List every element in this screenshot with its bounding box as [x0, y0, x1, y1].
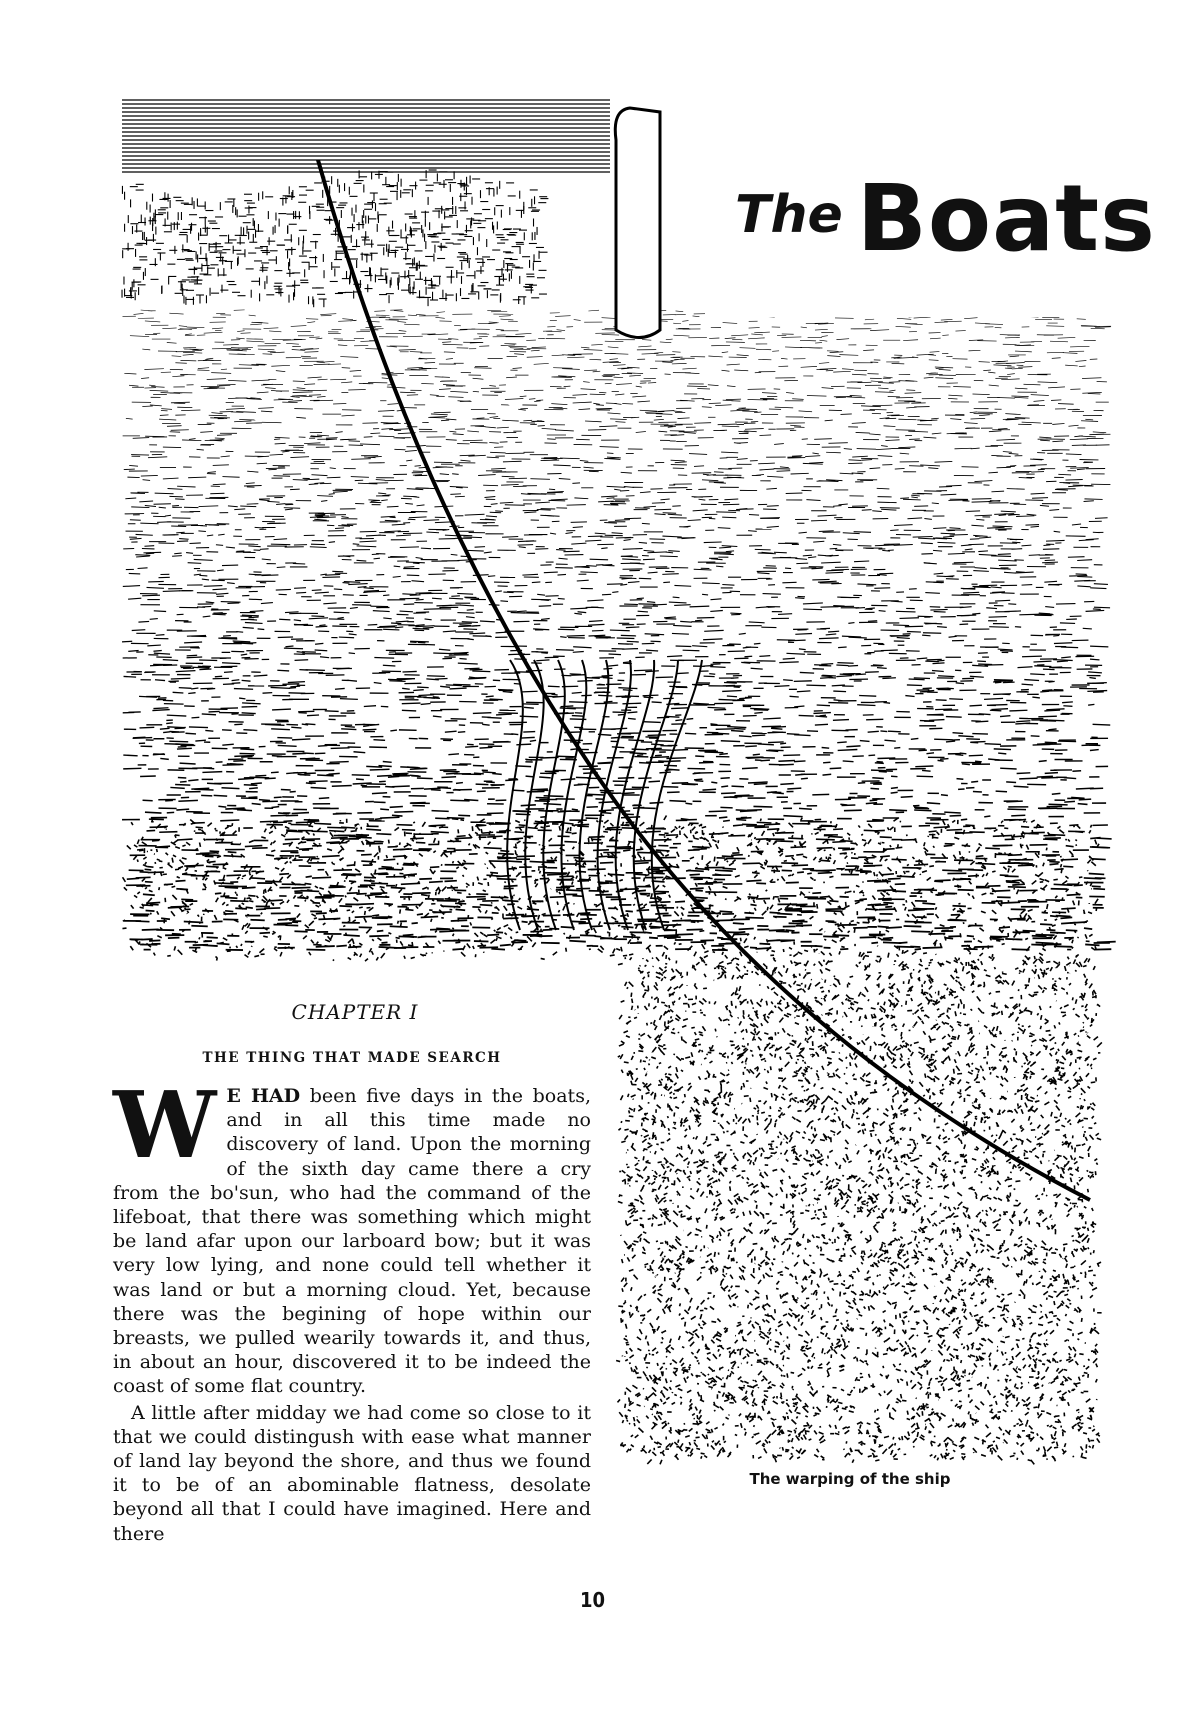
paragraph: W E HAD been five days in the boats, and in all this time made no discovery of land. Upon the morning of the sixth day came there a cry from the bo'sun, who had the command of the lifeboat, that there was something which might be land afar upon our larboard bow; but it was very low lying, and none could tell whether it was land or but a morning cloud. Yet, because there was the begining of hope within our breasts, we pulled wearily towards it, and thus, in about an hour, discovered it to be indeed the coast of some flat country.: [113, 1071, 591, 1398]
title-the: The: [735, 185, 843, 245]
page-number: 10: [580, 1588, 606, 1612]
drop-cap: W: [113, 1071, 217, 1179]
seaweed: [507, 660, 702, 930]
text-column: [113, 1000, 591, 1546]
sea-texture: [122, 310, 1116, 951]
paragraph: A little after midday we had come so close to it that we could distingush with ease what manner of land lay beyond the shore, and thus we found it to be of an abominable flatness, desolate beyond all that I could have imagined. Here and there: [113, 1401, 591, 1545]
illustration-caption: The warping of the ship: [749, 1470, 951, 1488]
title-boats: Boats: [856, 165, 1156, 272]
title-banner-edge: [615, 108, 660, 338]
cliffs: [122, 170, 548, 307]
sky-hatching: [122, 100, 610, 172]
lead-in: E HAD: [226, 1085, 301, 1107]
chapter-subtitle: THE THING THAT MADE SEARCH: [202, 1050, 502, 1066]
body-text: [113, 1071, 591, 1546]
chapter-heading: CHAPTER I: [291, 1000, 419, 1024]
story-title: [735, 165, 1156, 272]
